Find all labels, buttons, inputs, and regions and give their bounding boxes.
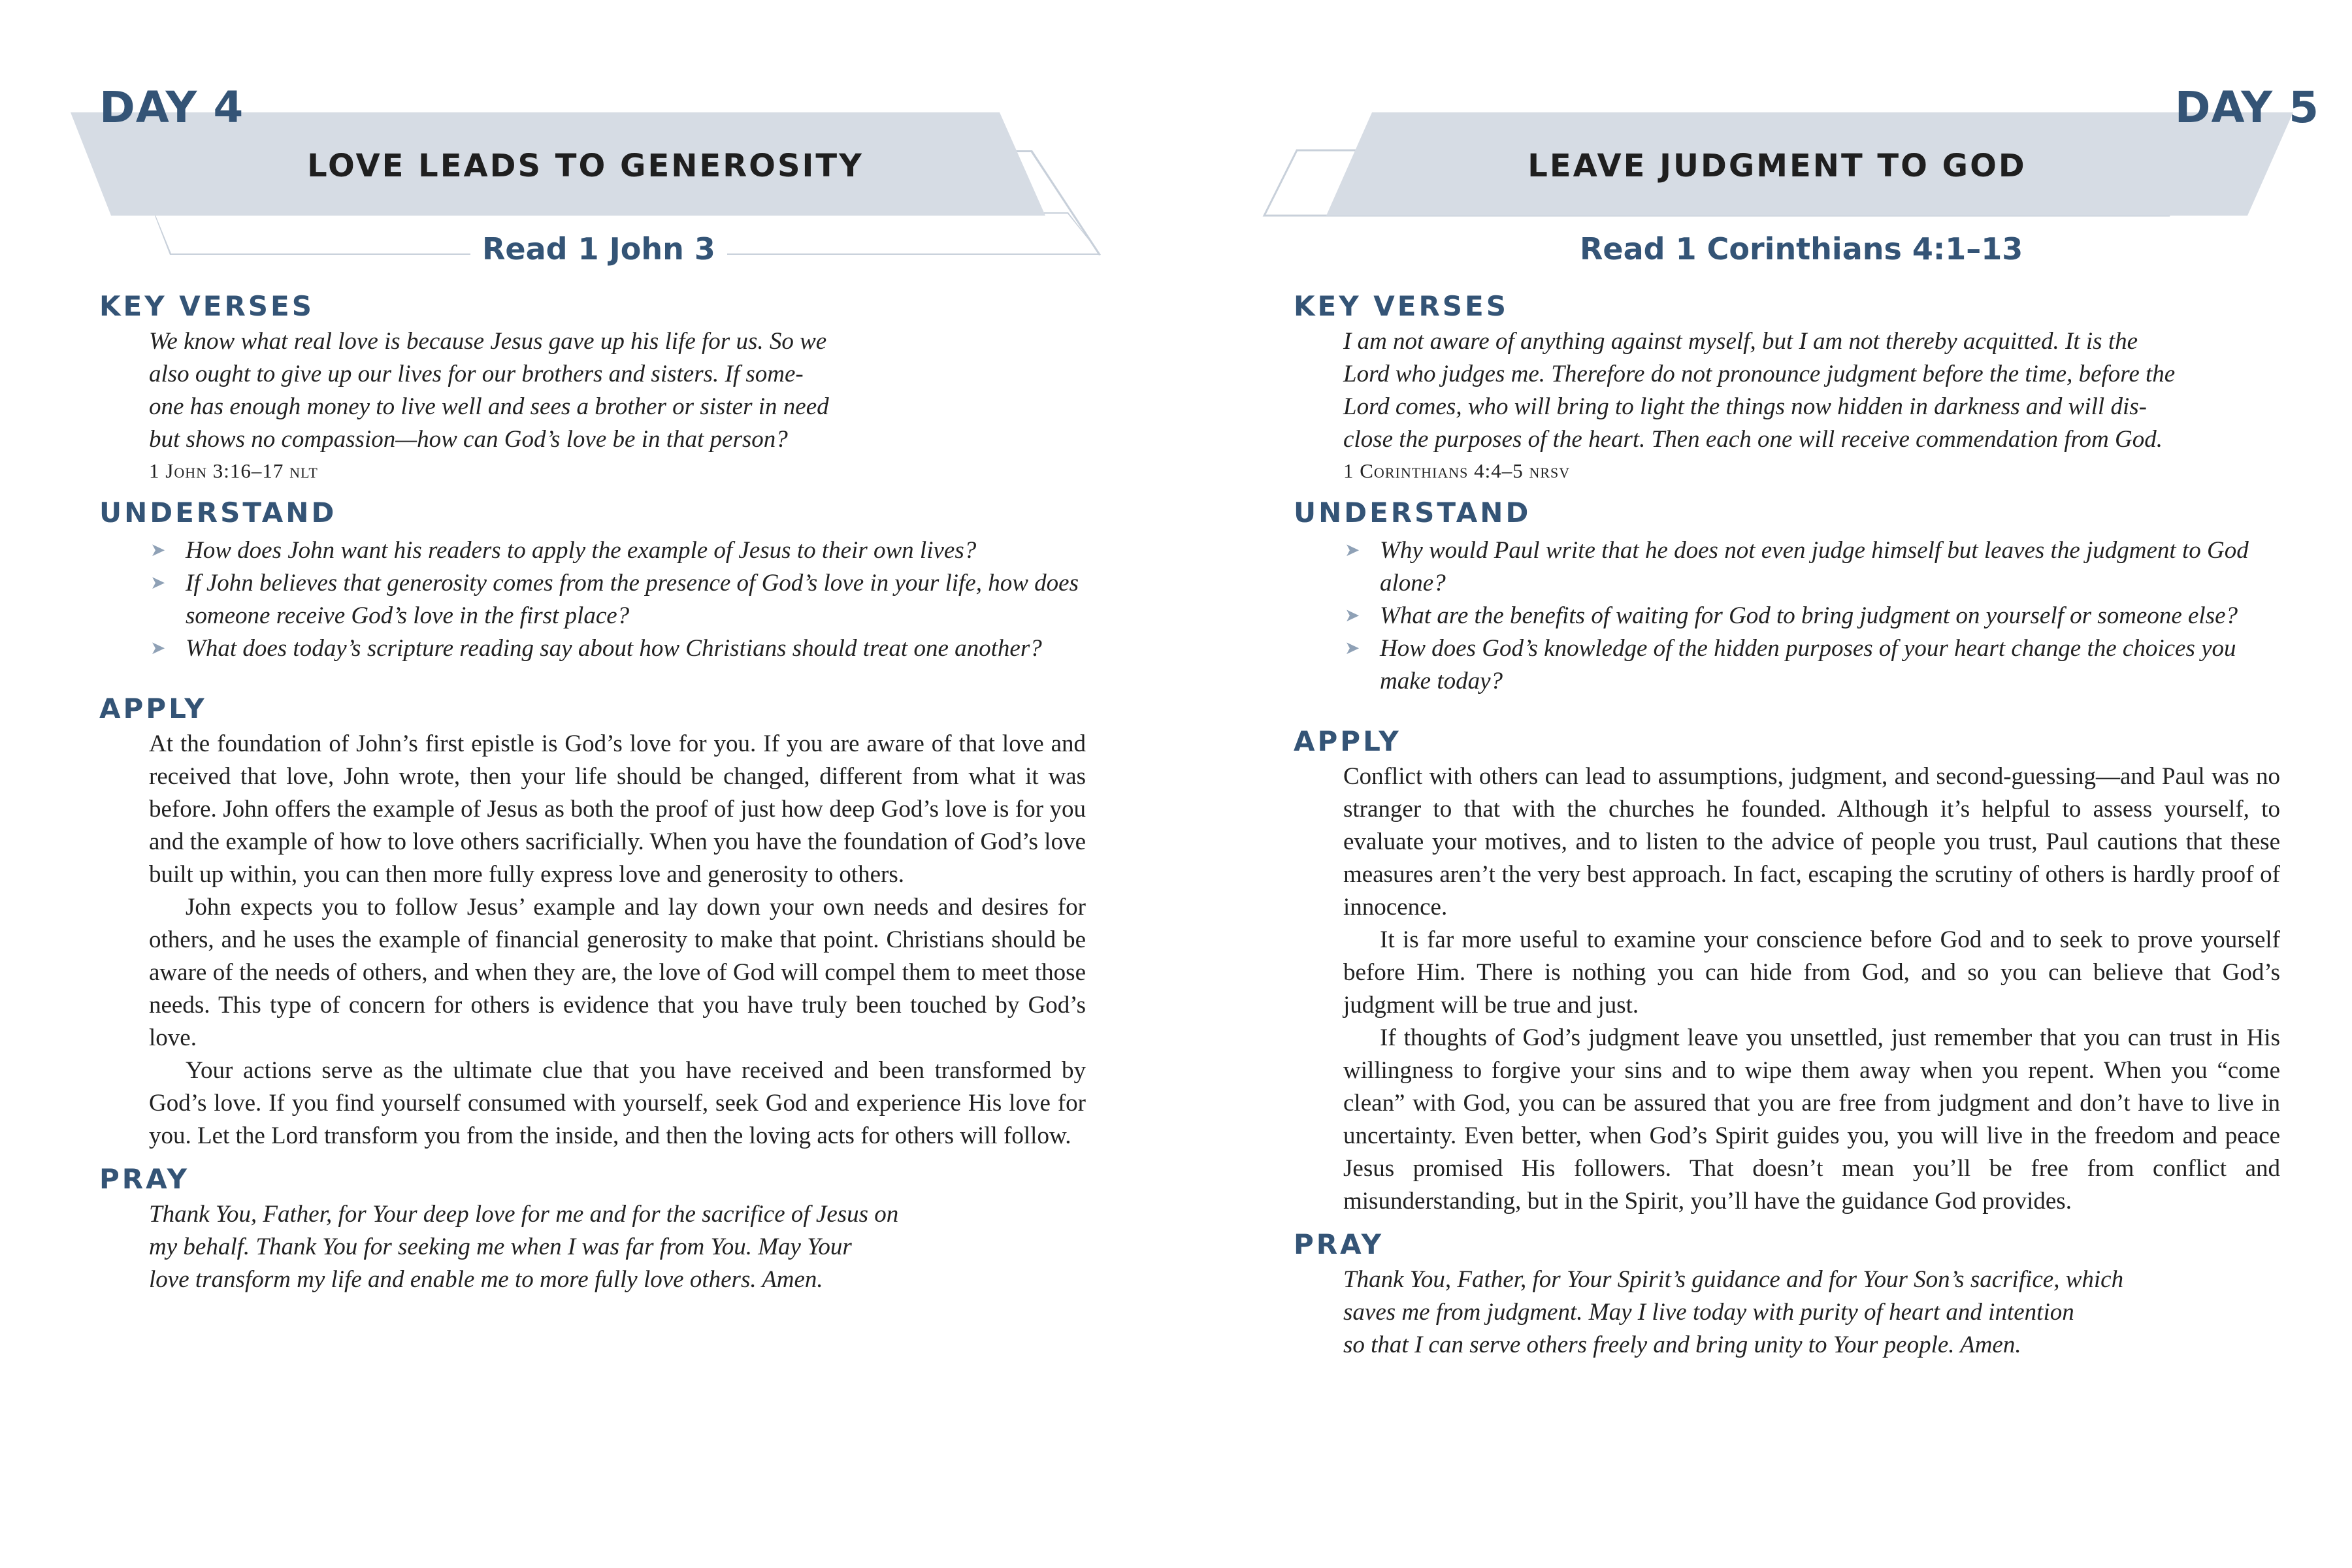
prayer-line: saves me from judgment. May I live today with purity of heart and intention: [1343, 1299, 2074, 1326]
reading-reference: Read 1 Corinthians 4:1–13: [1568, 234, 2034, 264]
question-item: [99, 534, 1086, 567]
chevron-right-icon: ➤: [150, 573, 166, 593]
verse-line: close the purposes of the heart. Then each one will receive commendation from God.: [1343, 426, 2163, 453]
prayer-line: so that I can serve others freely and bring unity to Your people. Amen.: [1343, 1331, 2021, 1358]
understand-heading: UNDERSTAND: [99, 497, 337, 529]
devotional-content: [1294, 287, 2280, 1362]
chevron-right-icon: ➤: [1345, 638, 1360, 659]
apply-paragraph: If thoughts of God’s judgment leave you unsettled, just remember that you can trust in His willingness to forgive your sins and to wipe them away when you repent. When you “come clean” with God, you can be assured that you are free from judgment and don’t have to live in uncertainty. Even better, when God’s Spirit guides you, you will live in the freedom and peace Jesus promised His followers. That doesn’t mean you’ll be free from conflict and misunderstanding, but in the Spirit, you’ll have the guidance God provides.: [1343, 1024, 2280, 1215]
question-text: What are the benefits of waiting for God to bring judgment on yourself or someone else?: [1380, 602, 2238, 629]
day-label: DAY 5: [2174, 82, 2319, 133]
verse-line: also ought to give up our lives for our brothers and sisters. If some-: [149, 361, 804, 387]
apply-paragraph: John expects you to follow Jesus’ example and lay down your own needs and desires for others, and he uses the example of financial generosity to make that point. Christians should be aware of the needs of others, and when they are, the love of God will compel them to meet those needs. This type of concern for others is evidence that you have truly been touched by God’s love.: [149, 894, 1086, 1051]
apply-heading: APPLY: [99, 693, 207, 725]
chevron-right-icon: ➤: [150, 540, 166, 561]
prayer-text: [99, 1198, 1086, 1296]
verse-reference: 1 Corinthians 4:4–5 nrsv: [1343, 459, 1571, 482]
apply-paragraph: At the foundation of John’s first epistle is God’s love for you. If you are aware of that love and received that love, John wrote, then your life should be changed, different from what it was before. John offers the example of Jesus as both the proof of just how deep God’s love is for you and the example of how to love others sacrificially. When you have the foundation of God’s love built up within, you can then more fully express love and generosity to others.: [149, 730, 1086, 888]
chevron-right-icon: ➤: [1345, 540, 1360, 561]
understand-heading: UNDERSTAND: [1294, 497, 1531, 529]
key-verses-heading: KEY VERSES: [99, 290, 314, 322]
question-text: How does God’s knowledge of the hidden purposes of your heart change the choices you make today?: [1380, 635, 2236, 694]
prayer-line: Thank You, Father, for Your Spirit’s guidance and for Your Son’s sacrifice, which: [1343, 1266, 2124, 1293]
verse-line: Lord comes, who will bring to light the things now hidden in darkness and will dis-: [1343, 393, 2147, 420]
question-text: Why would Paul write that he does not even judge himself but leaves the judgment to God alone?: [1380, 537, 2249, 596]
chevron-right-icon: ➤: [1345, 606, 1360, 626]
verse-line: Lord who judges me. Therefore do not pronounce judgment before the time, before the: [1343, 361, 2176, 387]
chevron-right-icon: ➤: [150, 638, 166, 659]
apply-paragraph: Conflict with others can lead to assumptions, judgment, and second-guessing—and Paul was no stranger to that with the churches he founded. Although it’s helpful to assess yourself, to evaluate your motives, and to listen to the advice of people you trust, Paul cautions that these measures aren’t the very best approach. In fact, escaping the scrutiny of others is hardly proof of innocence.: [1343, 763, 2280, 921]
question-item: [1294, 534, 2280, 600]
question-text: How does John want his readers to apply the example of Jesus to their own lives?: [186, 537, 977, 564]
question-item: [99, 567, 1086, 632]
pray-heading: PRAY: [99, 1163, 190, 1195]
verse-line: one has enough money to live well and sees a brother or sister in need: [149, 393, 829, 420]
question-item: [1294, 600, 2280, 632]
question-item: [1294, 632, 2280, 698]
prayer-line: my behalf. Thank You for seeking me when I was far from You. May Your: [149, 1233, 852, 1260]
prayer-line: Thank You, Father, for Your deep love for me and for the sacrifice of Jesus on: [149, 1201, 899, 1228]
verse-line: but shows no compassion—how can God’s love be in that person?: [149, 426, 788, 453]
question-list: [1294, 534, 2280, 698]
prayer-line: love transform my life and enable me to more fully love others. Amen.: [149, 1266, 823, 1293]
verse-line: I am not aware of anything against myself, but I am not thereby acquitted. It is the: [1343, 328, 2138, 355]
question-text: If John believes that generosity comes from the presence of God’s love in your life, how does someone receive God’s love in the first place?: [186, 570, 1079, 629]
key-verse-text: [149, 325, 1086, 456]
question-list: [99, 534, 1086, 665]
page-title: LOVE LEADS TO GENEROSITY: [307, 148, 864, 184]
verse-line: We know what real love is because Jesus gave up his life for us. So we: [149, 328, 827, 355]
day-label: DAY 4: [99, 82, 244, 133]
reading-reference: Read 1 John 3: [470, 234, 727, 264]
apply-paragraph: Your actions serve as the ultimate clue that you have received and been transformed by God’s love. If you find yourself consumed with yourself, seek God and experience His love for you. Let the Lord transform you from the inside, and then the loving acts for others will follow.: [149, 1057, 1086, 1149]
page-title: LEAVE JUDGMENT TO GOD: [1527, 148, 2027, 184]
apply-heading: APPLY: [1294, 725, 1401, 757]
key-verses-heading: KEY VERSES: [1294, 290, 1509, 322]
pray-heading: PRAY: [1294, 1228, 1384, 1260]
key-verse-text: [1343, 325, 2280, 456]
verse-reference: 1 John 3:16–17 nlt: [149, 459, 318, 482]
right-page: [1176, 0, 2352, 1568]
devotional-content: [99, 287, 1086, 1296]
question-text: What does today’s scripture reading say about how Christians should treat one another?: [186, 635, 1042, 662]
question-item: [99, 632, 1086, 665]
apply-paragraph: It is far more useful to examine your conscience before God and to seek to prove yourself before Him. There is nothing you can hide from God, and so you can believe that God’s judgment will be true and just.: [1343, 926, 2280, 1019]
prayer-text: [1294, 1264, 2280, 1362]
